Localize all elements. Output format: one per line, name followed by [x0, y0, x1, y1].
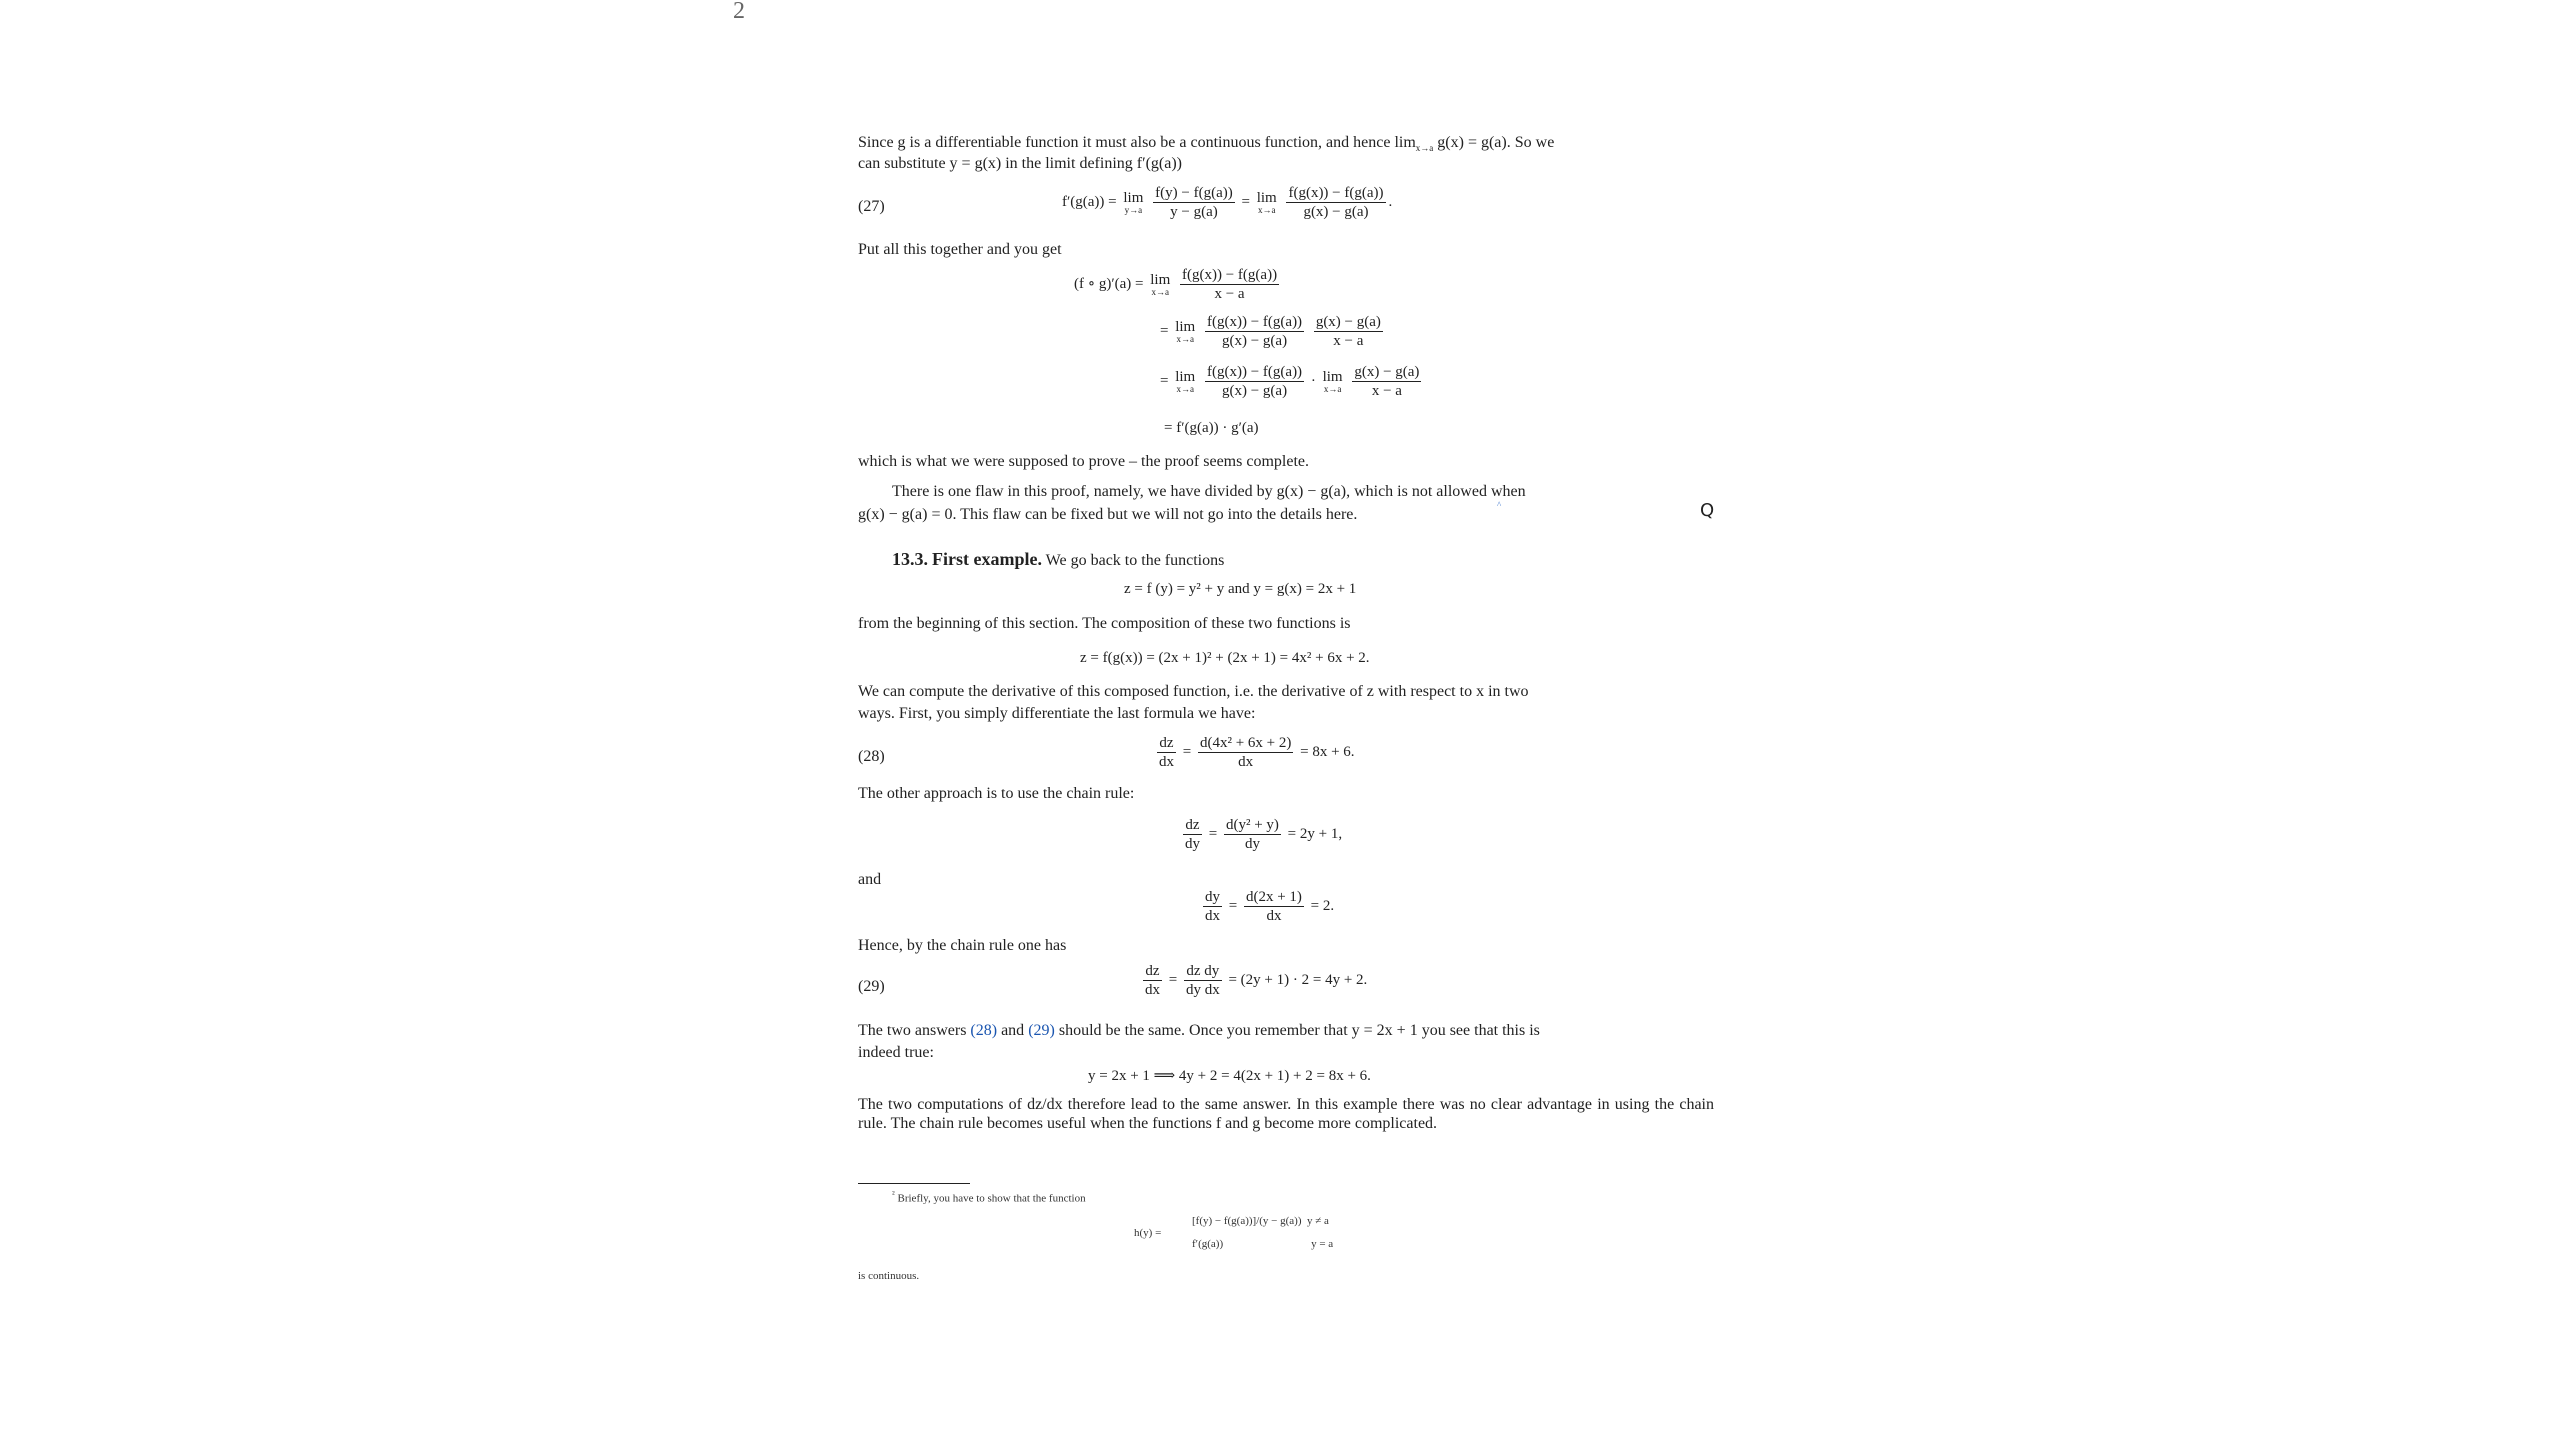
footnote-case-2: f′(g(a)) y = a — [1192, 1238, 1334, 1250]
equation-rhs: = (2y + 1) · 2 = 4y + 2. — [1228, 971, 1368, 988]
numerator: f(g(x)) − f(g(a)) — [1182, 267, 1278, 283]
equation-number-29: (29) — [858, 978, 885, 995]
paragraph-compute-line-1: We can compute the derivative of this composed function, i.e. the derivative of z with respect to x in two — [858, 683, 1529, 700]
denominator: dx — [1205, 908, 1220, 924]
numerator: d(2x + 1) — [1245, 889, 1302, 905]
section-heading — [892, 550, 1224, 570]
fraction — [1314, 313, 1383, 350]
footnote-divider — [858, 1183, 970, 1184]
numerator: dz — [1143, 962, 1162, 981]
lim-subscript: x→a — [1257, 204, 1276, 215]
equation-rhs: = 8x + 6. — [1300, 743, 1355, 760]
page-number: 2 — [733, 0, 745, 24]
fraction — [1153, 184, 1235, 221]
fraction — [1205, 363, 1304, 400]
lim-subscript: x→a — [1176, 383, 1194, 394]
numerator: d(4x² + 6x + 2) — [1199, 735, 1292, 751]
and-text: and — [858, 871, 882, 888]
denominator: g(x) − g(a) — [1303, 204, 1369, 220]
denominator: dx — [1266, 908, 1282, 924]
denominator: dx — [1159, 754, 1174, 770]
lim-subscript: x→a — [1176, 333, 1194, 344]
equation-lhs: (f ∘ g)′(a) = — [1074, 275, 1144, 292]
denominator: dy — [1185, 836, 1200, 852]
verification-formula: y = 2x + 1 ⟹ 4y + 2 = 4(2x + 1) + 2 = 8x + 6. — [1088, 1068, 1371, 1084]
lim-text: lim — [1123, 189, 1144, 206]
product-dot: · — [1310, 372, 1316, 389]
numerator: f(g(x)) − f(g(a)) — [1288, 185, 1384, 201]
fraction — [1203, 888, 1222, 925]
limit-operator — [1175, 320, 1195, 344]
lim-subscript: x→a — [1323, 383, 1342, 394]
fraction — [1143, 962, 1162, 999]
equation-number-27: (27) — [858, 198, 885, 215]
limit-operator — [1257, 191, 1277, 215]
equals-sign: = — [1228, 897, 1238, 914]
numerator: g(x) − g(a) — [1354, 364, 1420, 380]
equation-rhs: = 2y + 1, — [1287, 825, 1343, 842]
lim-text: lim — [1256, 189, 1277, 206]
equals-sign: = — [1182, 743, 1192, 760]
numerator: f(g(x)) − f(g(a)) — [1206, 314, 1303, 330]
equation-number-28: (28) — [858, 748, 885, 765]
derivation-line-2 — [1160, 313, 1386, 350]
lim-text: lim — [1150, 271, 1171, 288]
section-title: First example. — [932, 549, 1042, 569]
equals-sign: = — [1241, 193, 1250, 210]
numerator: dz dy — [1184, 962, 1222, 981]
fraction — [1352, 363, 1421, 400]
fraction — [1205, 313, 1304, 350]
equation-27 — [1062, 184, 1392, 221]
footnote-function-lhs: h(y) = — [1134, 1227, 1162, 1239]
footnote-text — [892, 1189, 1086, 1205]
equals-sign: = — [1208, 825, 1218, 842]
paragraph-text: The two answers — [858, 1022, 971, 1039]
lim-text: lim — [1322, 368, 1343, 385]
derivation-line-4: = f′(g(a)) · g′(a) — [1164, 420, 1259, 436]
fraction — [1184, 962, 1222, 999]
numerator: g(x) − g(a) — [1315, 314, 1381, 330]
paragraph-composition: from the beginning of this section. The composition of these two functions is — [858, 615, 1351, 632]
numerator: d(y² + y) — [1225, 817, 1279, 833]
paragraph-hence: Hence, by the chain rule one has — [858, 937, 1067, 954]
denominator: dx — [1145, 982, 1160, 998]
fraction — [1198, 734, 1293, 771]
limit-operator — [1123, 191, 1143, 215]
equation-rhs: = 2. — [1310, 897, 1335, 914]
denominator: x − a — [1333, 333, 1364, 349]
numerator: dz — [1183, 816, 1202, 835]
denominator: g(x) − g(a) — [1221, 333, 1288, 349]
paragraph-text: should be the same. Once you remember that y = 2x + 1 you see that this is — [1054, 1022, 1540, 1039]
numerator: f(g(x)) − f(g(a)) — [1206, 364, 1303, 380]
footnote-case-1: [f(y) − f(g(a))]/(y − g(a)) y ≠ a — [1192, 1215, 1329, 1227]
denominator: dx — [1238, 754, 1254, 770]
fraction — [1180, 266, 1279, 303]
period: . — [1388, 193, 1393, 210]
denominator: x − a — [1214, 286, 1245, 302]
denominator: x − a — [1371, 383, 1402, 399]
equation-link-29[interactable]: (29) — [1028, 1022, 1055, 1039]
limit-operator — [1150, 273, 1170, 297]
denominator: dy dx — [1185, 982, 1220, 998]
paragraph-compute-line-2: ways. First, you simply differentiate the last formula we have: — [858, 705, 1256, 722]
footnote-body: Briefly, you have to show that the function — [894, 1192, 1086, 1205]
paragraph-two-answers — [858, 1021, 1540, 1040]
limit-operator — [1323, 370, 1343, 394]
paragraph-put-together: Put all this together and you get — [858, 241, 1062, 258]
derivation-line-1 — [1074, 266, 1282, 303]
footnote-mark: ² — [892, 1189, 895, 1199]
composition-formula: z = f(g(x)) = (2x + 1)² + (2x + 1) = 4x² + 6x + 2. — [1080, 650, 1370, 666]
paragraph-flaw-line-2: g(x) − g(a) = 0. This flaw can be fixed but we will not go into the details here. — [858, 506, 1358, 523]
denominator: g(x) − g(a) — [1221, 383, 1288, 399]
paragraph-text: Since g is a differentiable function it must also be a continuous function, and hence lim — [858, 134, 1416, 151]
paragraph-conclusion: The two computations of dz/dx therefore lead to the same answer. In this example there was no clear advantage in using the chain rule. The chain rule becomes useful when the functions f and g become more complicated. — [858, 1096, 1714, 1132]
equals-sign: = — [1160, 372, 1169, 389]
paragraph-text: g(x) = g(a). So we — [1433, 134, 1555, 151]
denominator: dy — [1244, 836, 1260, 852]
lim-text: lim — [1175, 368, 1196, 385]
limit-operator — [1175, 370, 1195, 394]
equation-lhs: f′(g(a)) = — [1062, 193, 1117, 210]
paragraph-chain-rule: The other approach is to use the chain rule: — [858, 785, 1135, 802]
lim-subscript: x→a — [1415, 143, 1434, 154]
equals-sign: = — [1160, 322, 1169, 339]
equation-link-28[interactable]: (28) — [970, 1022, 998, 1039]
numerator: f(y) − f(g(a)) — [1155, 185, 1233, 201]
footnote-end: is continuous. — [858, 1270, 920, 1282]
equation-29 — [1140, 962, 1367, 999]
paragraph-text: and — [997, 1022, 1029, 1039]
fraction — [1224, 816, 1281, 853]
derivation-line-3 — [1160, 363, 1424, 400]
numerator: dz — [1157, 734, 1176, 753]
lim-subscript: y→a — [1124, 204, 1143, 215]
lim-subscript: x→a — [1151, 286, 1169, 297]
fraction — [1157, 734, 1176, 771]
paragraph-indeed-true: indeed true: — [858, 1044, 934, 1061]
fraction — [1244, 888, 1304, 925]
denominator: y − g(a) — [1170, 204, 1218, 220]
paragraph-proof-complete: which is what we were supposed to prove – the proof seems complete. — [858, 453, 1309, 470]
equation-dy-dx — [1200, 888, 1334, 925]
functions-definition: z = f (y) = y² + y and y = g(x) = 2x + 1 — [1124, 581, 1357, 597]
lim-text: lim — [1175, 318, 1196, 335]
equation-dz-dy — [1180, 816, 1342, 853]
text-cursor-mark: ^ — [1497, 500, 1502, 510]
paragraph-flaw-line-1: There is one flaw in this proof, namely, we have divided by g(x) − g(a), which is not allowed when — [892, 483, 1526, 500]
fraction — [1183, 816, 1202, 853]
fraction — [1286, 184, 1385, 221]
search-icon[interactable]: Q — [1700, 500, 1715, 521]
equals-sign: = — [1168, 971, 1178, 988]
paragraph-substitute: can substitute y = g(x) in the limit defining f′(g(a)) — [858, 155, 1182, 172]
equation-28 — [1154, 734, 1355, 771]
section-intro: We go back to the functions — [1041, 552, 1225, 569]
section-number: 13.3. — [892, 549, 928, 569]
numerator: dy — [1205, 889, 1220, 905]
